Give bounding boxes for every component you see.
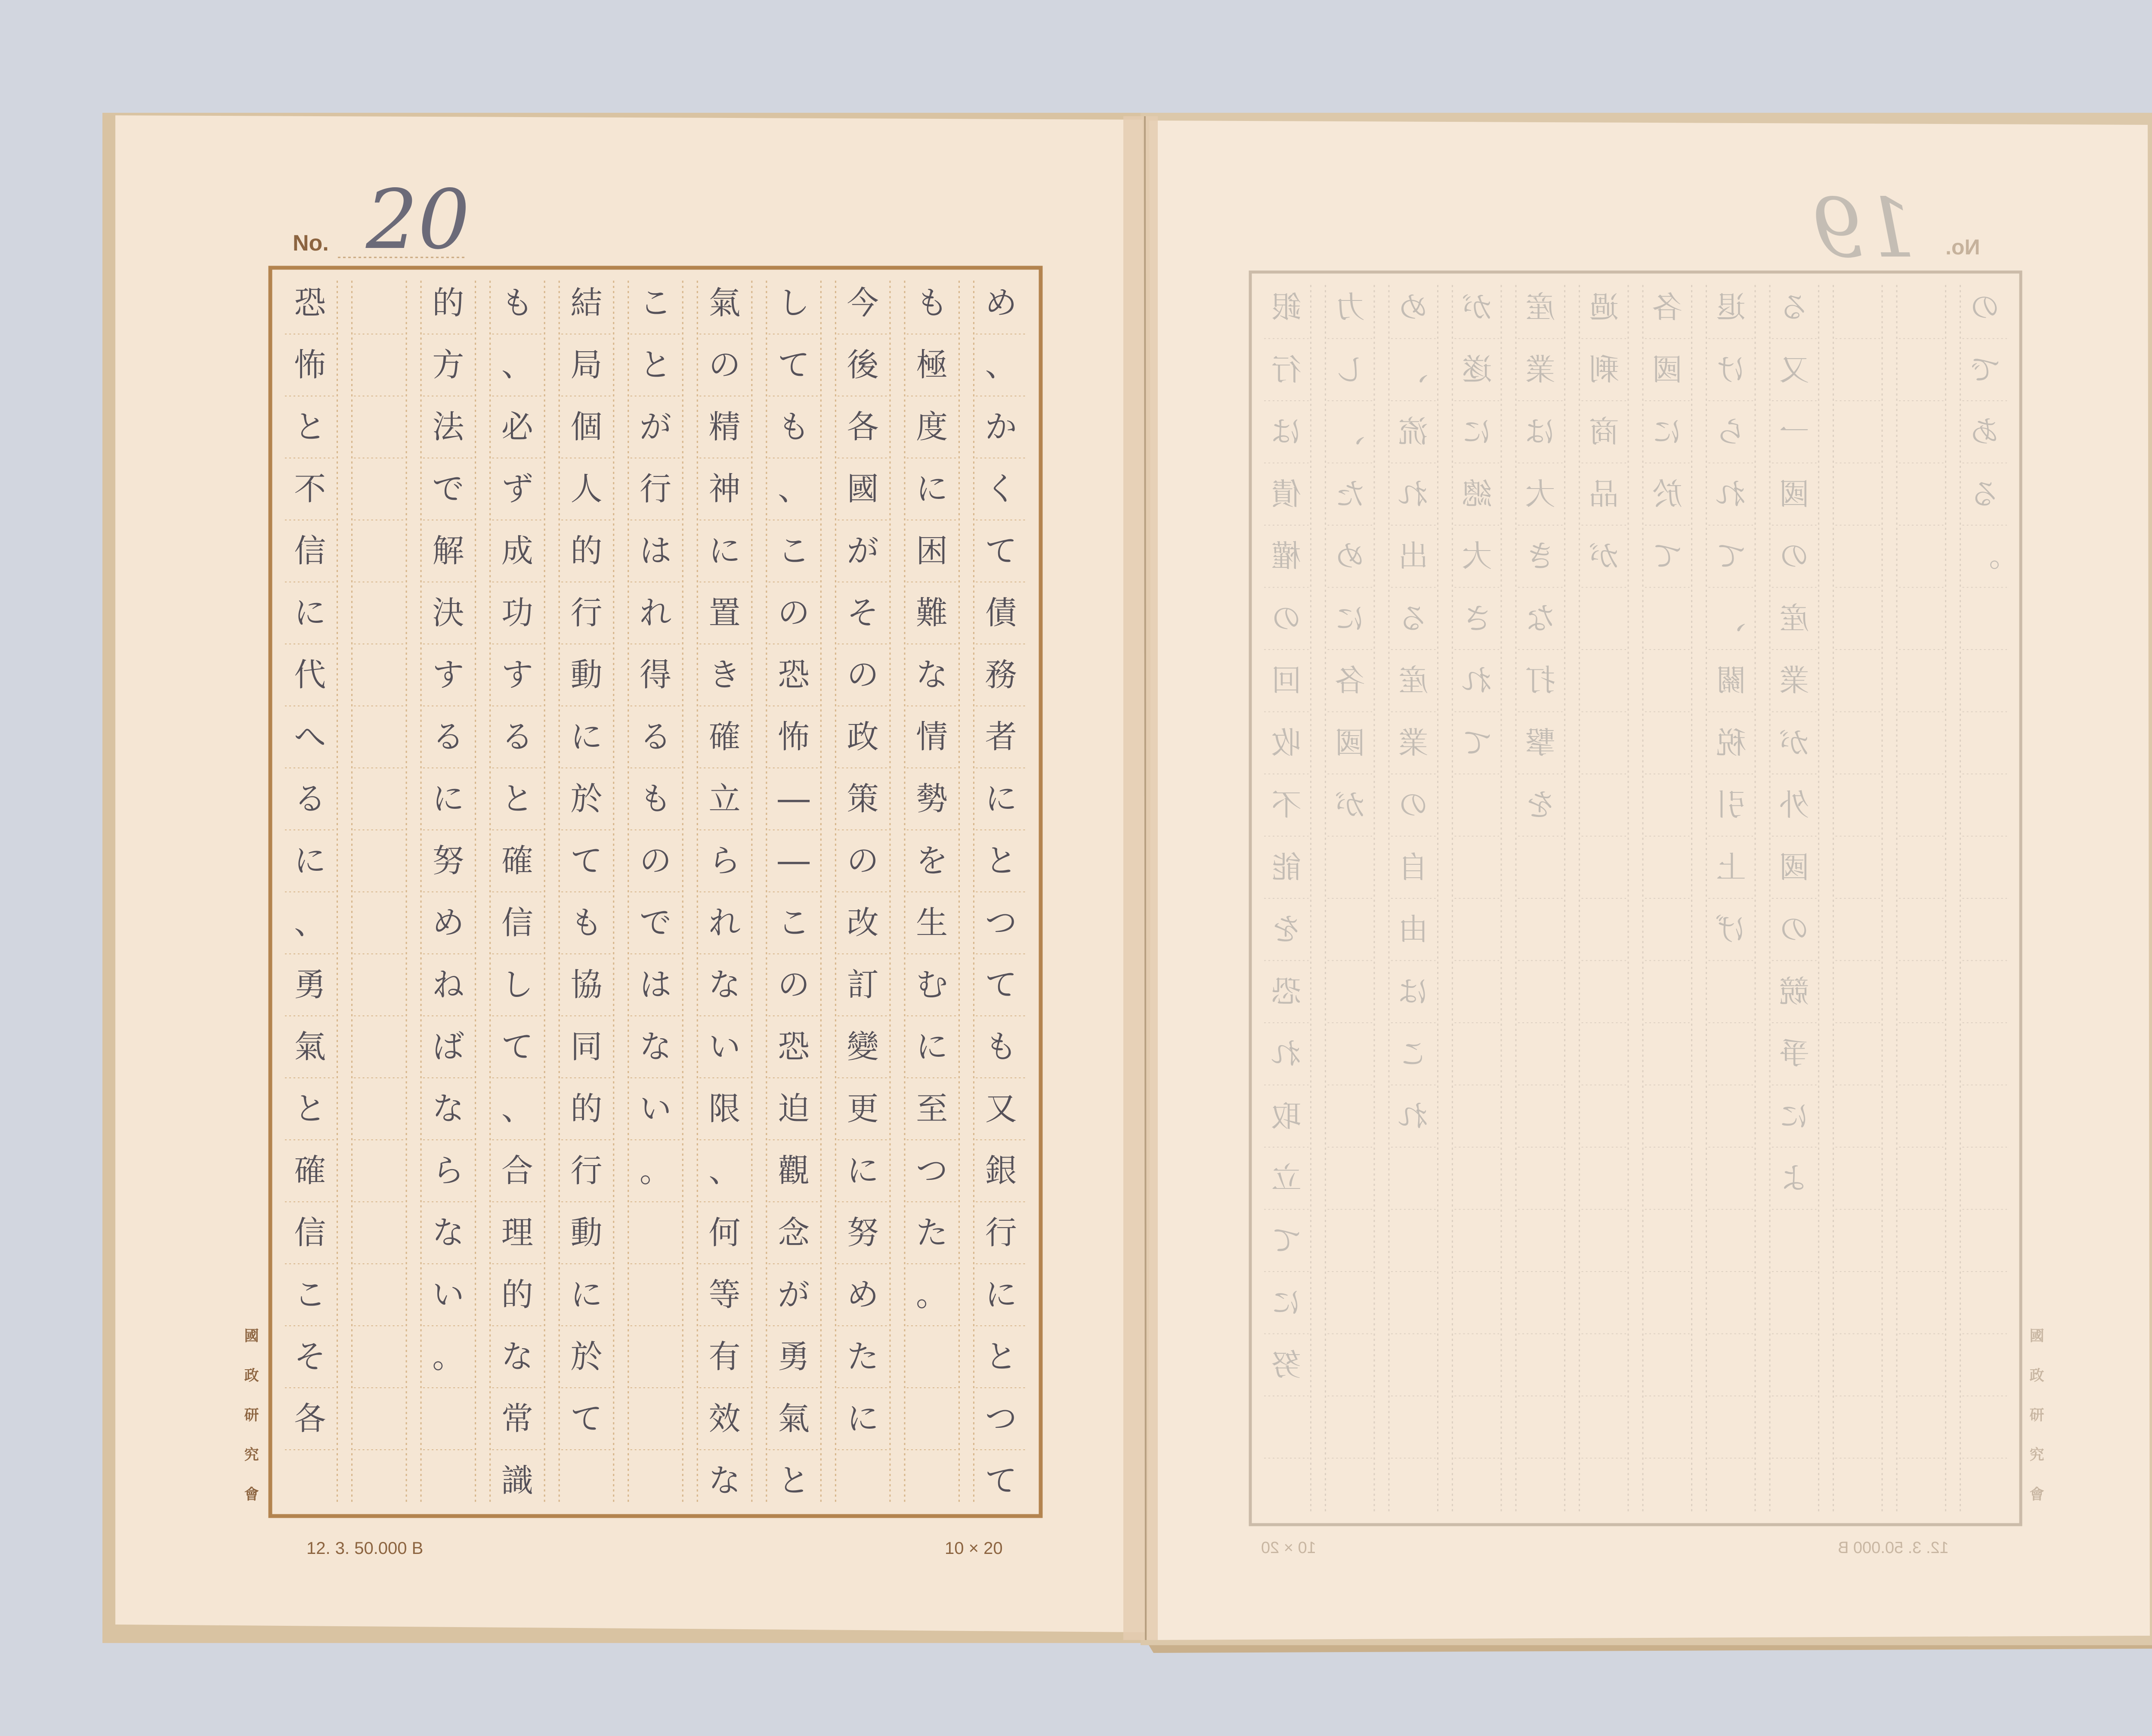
right-grid-char-cell: の (1779, 912, 1809, 947)
left-grid-char-cell: 代 (294, 656, 326, 693)
left-grid-char-cell: 的 (432, 285, 464, 322)
left-grid-char-cell: な (708, 1462, 741, 1499)
left-grid-char-cell: 改 (847, 904, 879, 941)
right-grid-char-cell: る (1398, 600, 1428, 636)
left-grid-char-cell: 怖 (778, 718, 810, 755)
left-grid-char-cell: 限 (708, 1090, 741, 1127)
left-grid-char-cell: に (985, 780, 1017, 817)
right-grid-char-cell: 一 (1779, 414, 1809, 450)
left-grid-char-cell: 生 (916, 904, 948, 941)
right-grid-char-cell: れ (1398, 476, 1428, 512)
left-grid-char-cell: 合 (501, 1152, 533, 1189)
right-grid-char-cell: 流 (1398, 414, 1428, 450)
right-grid-char-cell: 剰 (1589, 352, 1619, 387)
right-grid-char-cell: れ (1462, 663, 1492, 699)
left-grid-char-cell: 有 (708, 1338, 741, 1375)
left-grid-char-cell: 銀 (985, 1152, 1017, 1189)
left-grid-char-cell: 迫 (778, 1090, 810, 1127)
left-grid-char-cell: 識 (501, 1462, 533, 1499)
left-grid-char-cell: 又 (985, 1090, 1017, 1127)
left-grid-char-cell: 同 (570, 1028, 603, 1065)
right-grid-char-cell: あ (1970, 414, 2000, 450)
right-grid-char-cell: 退 (1716, 290, 1746, 325)
left-grid-char-cell: が (778, 1276, 810, 1313)
left-grid-char-cell: 。 (432, 1338, 464, 1375)
left-grid-char-cell: 於 (570, 1338, 603, 1375)
right-grid-char-cell: 業 (1779, 663, 1809, 699)
right-grid-char-cell: 各 (1335, 663, 1365, 699)
left-grid-char-cell: む (916, 966, 948, 1003)
left-grid-char-cell: て (570, 1400, 603, 1437)
right-grid-char-cell: は (1271, 414, 1302, 450)
left-grid-char-cell: 國 (847, 470, 879, 507)
right-grid-char-cell: 自 (1398, 849, 1428, 885)
left-footer-grid-size: 10 × 20 (945, 1539, 1003, 1558)
left-grid-char-cell: て (778, 347, 810, 384)
left-grid-char-cell: に (708, 532, 741, 569)
left-grid-char-cell: に (294, 594, 326, 631)
left-grid-char-cell: 成 (501, 532, 533, 569)
right-footer-print-code-bleed: 12. 3. 50.000 B (1838, 1539, 1949, 1557)
right-grid-char-cell: 不 (1271, 787, 1302, 823)
right-grid-char-cell: 品 (1589, 476, 1619, 512)
right-grid-char-cell: 業 (1398, 725, 1428, 761)
left-grid-char-cell: と (294, 408, 326, 446)
right-grid-char-cell: が (1462, 290, 1492, 325)
left-grid-char-cell: め (985, 285, 1017, 322)
left-grid-char-cell: こ (778, 532, 810, 569)
right-grid-char-cell: 取 (1271, 1098, 1302, 1134)
left-grid-char-cell: こ (294, 1276, 326, 1313)
right-publisher-mark-bleed: 國政研究會 (2027, 1328, 2044, 1526)
left-grid-char-cell: 度 (916, 408, 948, 446)
right-grid-char-cell: な (1525, 600, 1555, 636)
right-page-label-bleed: No. (1945, 235, 1980, 259)
left-grid-char-cell: 信 (294, 1214, 326, 1251)
left-grid-char-cell: を (916, 842, 948, 879)
left-grid-char-cell: 、 (778, 470, 810, 507)
right-grid-char-cell: 債 (1271, 476, 1302, 512)
right-grid-char-cell: 立 (1271, 1160, 1302, 1196)
right-grid-char-cell: 總 (1462, 476, 1492, 512)
right-grid-char-cell: に (1462, 414, 1492, 450)
left-grid-char-cell: 至 (916, 1090, 948, 1127)
left-footer-print-code: 12. 3. 50.000 B (306, 1539, 424, 1558)
left-grid-char-cell: 的 (570, 532, 603, 569)
right-grid-char-cell: ら (1716, 414, 1746, 450)
left-grid-char-cell: 、 (985, 347, 1017, 384)
left-grid-char-cell: し (778, 285, 810, 322)
right-grid-char-cell: て (1652, 538, 1682, 574)
left-grid-char-cell: ら (708, 842, 741, 879)
right-grid-char-cell: 大 (1525, 476, 1555, 512)
left-grid-char-cell: に (847, 1152, 879, 1189)
left-grid-char-cell: 勇 (294, 966, 326, 1003)
left-grid-char-cell: そ (847, 594, 879, 631)
right-grid-char-cell: 出 (1398, 538, 1428, 574)
right-grid-char-cell: 國 (1652, 352, 1682, 387)
left-grid-char-cell: ね (432, 966, 464, 1003)
left-grid-char-cell: と (778, 1462, 810, 1499)
left-page-label: No. (293, 231, 329, 256)
right-grid-char-cell: 關 (1716, 663, 1746, 699)
right-grid-char-cell: 回 (1271, 663, 1302, 699)
left-grid-char-cell: る (501, 718, 533, 755)
left-grid-char-cell: も (639, 780, 671, 817)
right-grid-char-cell: 産 (1398, 663, 1428, 699)
right-grid-char-cell: た (1335, 476, 1365, 512)
left-grid-char-cell: 氣 (708, 285, 741, 322)
left-grid-char-cell: の (708, 347, 741, 384)
right-grid-char-cell: 産 (1525, 290, 1555, 325)
left-grid-char-cell: は (639, 966, 671, 1003)
right-grid-char-cell: 於 (1652, 476, 1682, 512)
left-grid-char-cell: な (639, 1028, 671, 1065)
left-grid-char-cell: し (501, 966, 533, 1003)
left-grid-char-cell: め (847, 1276, 879, 1313)
left-grid-char-cell: と (501, 780, 533, 817)
right-grid-char-cell: 大 (1462, 538, 1492, 574)
right-grid-char-cell: に (1652, 414, 1682, 450)
right-grid-char-cell: 業 (1525, 352, 1555, 387)
left-grid-char-cell: 恐 (294, 285, 326, 322)
left-grid-char-cell: 行 (570, 594, 603, 631)
left-grid-char-cell: 常 (501, 1400, 533, 1437)
left-grid-char-cell: の (847, 842, 879, 879)
right-grid-char-cell: 、 (1716, 600, 1746, 636)
left-grid-char-cell: 決 (432, 594, 464, 631)
left-grid-char-cell: 政 (847, 718, 879, 755)
right-grid-char-cell: 。 (1970, 538, 2000, 574)
gutter-shadow (1123, 116, 1158, 1640)
left-grid-char-cell: 解 (432, 532, 464, 569)
left-grid-char-cell: に (294, 842, 326, 879)
left-grid-char-cell: つ (985, 904, 1017, 941)
left-grid-char-cell: 精 (708, 408, 741, 446)
left-grid-char-cell: 動 (570, 1214, 603, 1251)
left-grid-char-cell: れ (708, 904, 741, 941)
right-grid-char-cell: め (1398, 290, 1428, 325)
left-grid-char-cell: 怖 (294, 347, 326, 384)
left-grid-char-cell: る (432, 718, 464, 755)
right-grid-char-cell: 外 (1779, 787, 1809, 823)
right-grid-char-cell: 、 (1335, 414, 1365, 450)
right-grid-char-cell: が (1335, 787, 1365, 823)
left-grid-char-cell: れ (639, 594, 671, 631)
right-grid-char-cell: 由 (1398, 912, 1428, 947)
right-grid-char-cell: て (1716, 538, 1746, 574)
left-grid-char-cell: な (708, 966, 741, 1003)
right-grid-char-cell: 爭 (1779, 1036, 1809, 1072)
right-grid-char-cell: 國 (1335, 725, 1365, 761)
left-grid-char-cell: 行 (639, 470, 671, 507)
left-grid-char-cell: も (501, 285, 533, 322)
left-grid-char-cell: 人 (570, 470, 603, 507)
right-grid-char-cell: 、 (1398, 352, 1428, 387)
left-page-number-handwritten: 20 (366, 172, 470, 267)
left-grid-char-cell: に (916, 1028, 948, 1065)
left-grid-char-cell: ば (432, 1028, 464, 1065)
right-grid-char-cell: 能 (1271, 849, 1302, 885)
left-grid-char-cell: 債 (985, 594, 1017, 631)
right-grid-char-cell: 恐 (1271, 974, 1302, 1009)
left-grid-char-cell: 氣 (778, 1400, 810, 1437)
left-grid-char-cell: た (847, 1338, 879, 1375)
left-grid-char-cell: 信 (294, 532, 326, 569)
left-grid-char-cell: 恐 (778, 656, 810, 693)
left-grid-char-cell: が (847, 532, 879, 569)
right-grid-char-cell: に (1271, 1285, 1302, 1321)
left-grid-char-cell: な (432, 1214, 464, 1251)
right-grid-char-cell: の (1398, 787, 1428, 823)
left-grid-char-cell: 困 (916, 532, 948, 569)
left-grid-char-cell: 理 (501, 1214, 533, 1251)
right-grid-char-cell: よ (1779, 1160, 1809, 1196)
left-grid-char-cell: と (985, 842, 1017, 879)
left-grid-char-cell: 個 (570, 408, 603, 446)
right-grid-char-cell: れ (1398, 1098, 1428, 1134)
right-grid-char-cell: の (1779, 538, 1809, 574)
left-grid-char-cell: て (985, 532, 1017, 569)
left-grid-char-cell: 信 (501, 904, 533, 941)
left-grid-char-cell: 觀 (778, 1152, 810, 1189)
left-grid-char-cell: て (985, 966, 1017, 1003)
left-grid-char-cell: 不 (294, 470, 326, 507)
left-grid-char-cell: に (847, 1400, 879, 1437)
left-grid-char-cell: 。 (639, 1152, 671, 1189)
right-grid-char-cell: を (1271, 912, 1302, 947)
left-grid-char-cell: 確 (294, 1152, 326, 1189)
left-grid-char-cell: で (639, 904, 671, 941)
right-grid-char-cell: る (1779, 290, 1809, 325)
right-grid-char-cell: 力 (1335, 290, 1365, 325)
left-grid-char-cell: も (778, 408, 810, 446)
left-grid-char-cell: に (916, 470, 948, 507)
left-grid-char-cell: こ (778, 904, 810, 941)
right-grid-char-cell: 過 (1589, 290, 1619, 325)
left-grid-char-cell: 策 (847, 780, 879, 817)
left-grid-char-cell: な (501, 1338, 533, 1375)
left-grid-char-cell: 、 (708, 1152, 741, 1189)
right-grid-char-cell: 又 (1779, 352, 1809, 387)
right-grid-char-cell: し (1335, 352, 1365, 387)
left-grid-char-cell: 努 (847, 1214, 879, 1251)
right-grid-char-cell: 權 (1271, 538, 1302, 574)
left-grid-char-cell: 置 (708, 594, 741, 631)
left-grid-char-cell: て (985, 1462, 1017, 1499)
right-grid-char-cell: れ (1716, 476, 1746, 512)
left-grid-char-cell: に (570, 718, 603, 755)
left-grid-char-cell: い (708, 1028, 741, 1065)
right-grid-char-cell: 國 (1779, 849, 1809, 885)
left-grid-char-cell: と (985, 1338, 1017, 1375)
left-grid-char-cell: 確 (708, 718, 741, 755)
left-grid-char-cell: め (432, 904, 464, 941)
left-grid-char-cell: 者 (985, 718, 1017, 755)
right-grid-char-cell: 引 (1716, 787, 1746, 823)
left-grid-char-cell: 、 (501, 1090, 533, 1127)
left-grid-char-cell: 結 (570, 285, 603, 322)
left-grid-char-cell: と (639, 347, 671, 384)
left-grid-char-cell: 、 (501, 347, 533, 384)
right-grid-char-cell: は (1398, 974, 1428, 1009)
left-grid-char-cell: 神 (708, 470, 741, 507)
left-grid-char-cell: 必 (501, 408, 533, 446)
left-grid-char-cell: 勢 (916, 780, 948, 817)
left-grid-char-cell: 行 (985, 1214, 1017, 1251)
left-grid-char-cell: つ (985, 1400, 1017, 1437)
right-grid-char-cell: を (1525, 787, 1555, 823)
right-grid-char-cell: る (1970, 476, 2000, 512)
right-grid-char-cell: 銀 (1271, 290, 1302, 325)
left-grid-char-cell: に (432, 780, 464, 817)
right-grid-char-cell: は (1525, 414, 1555, 450)
left-grid-char-cell: 方 (432, 347, 464, 384)
right-grid-char-cell: が (1779, 725, 1809, 761)
right-grid-char-cell: 努 (1271, 1347, 1302, 1383)
left-grid-char-cell: る (639, 718, 671, 755)
left-grid-char-cell: つ (916, 1152, 948, 1189)
left-grid-char-cell: 協 (570, 966, 603, 1003)
left-grid-char-cell: ― (778, 780, 810, 817)
right-grid-char-cell: 撃 (1525, 725, 1555, 761)
right-grid-char-cell: 收 (1271, 725, 1302, 761)
right-grid-char-cell: に (1779, 1098, 1809, 1134)
left-grid-char-cell: な (916, 656, 948, 693)
left-grid-char-cell: こ (639, 285, 671, 322)
left-grid-char-cell: 動 (570, 656, 603, 693)
left-grid-char-cell: と (294, 1090, 326, 1127)
left-grid-char-cell: も (570, 904, 603, 941)
left-grid-char-cell: 於 (570, 780, 603, 817)
left-grid-char-cell: ら (432, 1152, 464, 1189)
left-grid-char-cell: で (432, 470, 464, 507)
right-grid-char-cell: 行 (1271, 352, 1302, 387)
left-grid-char-cell: て (570, 842, 603, 879)
left-grid-char-cell: く (985, 470, 1017, 507)
right-grid-char-cell: の (1970, 290, 2000, 325)
right-grid-char-cell: れ (1271, 1036, 1302, 1072)
left-grid-char-cell: 難 (916, 594, 948, 631)
right-grid-char-cell: 商 (1589, 414, 1619, 450)
left-grid-char-cell: 、 (294, 904, 326, 941)
left-grid-char-cell: る (294, 780, 326, 817)
left-grid-char-cell: 法 (432, 408, 464, 446)
left-grid-char-cell: 行 (570, 1152, 603, 1189)
left-grid-char-cell: 確 (501, 842, 533, 879)
left-grid-char-cell: 恐 (778, 1028, 810, 1065)
left-grid-char-cell: か (985, 408, 1017, 446)
right-grid-char-cell: 競 (1779, 974, 1809, 1009)
left-grid-char-cell: 更 (847, 1090, 879, 1127)
left-grid-char-cell: 務 (985, 656, 1017, 693)
right-grid-char-cell: が (1589, 538, 1619, 574)
right-grid-char-cell: 國 (1779, 476, 1809, 512)
right-grid-char-cell: き (1525, 538, 1555, 574)
right-grid-char-cell: げ (1716, 912, 1746, 947)
left-grid-char-cell: た (916, 1214, 948, 1251)
right-grid-char-cell: 税 (1716, 725, 1746, 761)
left-grid-char-cell: す (432, 656, 464, 693)
left-grid-char-cell: 局 (570, 347, 603, 384)
left-grid-char-cell: の (639, 842, 671, 879)
left-grid-char-cell: 念 (778, 1214, 810, 1251)
right-grid-char-cell: さ (1462, 600, 1492, 636)
left-grid-char-cell: ず (501, 470, 533, 507)
left-grid-char-cell: に (985, 1276, 1017, 1313)
left-grid-char-cell: が (639, 408, 671, 446)
left-grid-char-cell: て (501, 1028, 533, 1065)
left-publisher-mark: 國政研究會 (241, 1328, 259, 1526)
left-grid-char-cell: 勇 (778, 1338, 810, 1375)
left-grid-char-cell: 情 (916, 718, 948, 755)
left-grid-char-cell: 各 (847, 408, 879, 446)
right-grid-char-cell: に (1335, 600, 1365, 636)
left-grid-char-cell: の (847, 656, 879, 693)
left-grid-char-cell: そ (294, 1338, 326, 1375)
left-grid-char-cell: も (985, 1028, 1017, 1065)
left-grid-char-cell: な (432, 1090, 464, 1127)
left-grid-char-cell: す (501, 656, 533, 693)
right-grid-char-cell: 遂 (1462, 352, 1492, 387)
left-grid-char-cell: は (639, 532, 671, 569)
left-grid-char-cell: の (778, 966, 810, 1003)
right-grid-char-cell: 産 (1779, 600, 1809, 636)
right-grid-char-cell: て (1271, 1222, 1302, 1258)
gutter-line (1145, 116, 1146, 1640)
right-grid-char-cell: 上 (1716, 849, 1746, 885)
left-grid-char-cell: い (639, 1090, 671, 1127)
right-grid-char-cell: て (1462, 725, 1492, 761)
left-grid-char-cell: 變 (847, 1028, 879, 1065)
left-grid-char-cell: 的 (501, 1276, 533, 1313)
left-grid-char-cell: も (916, 285, 948, 322)
right-footer-grid-size-bleed: 10 × 20 (1261, 1539, 1316, 1557)
left-grid-char-cell: 後 (847, 347, 879, 384)
left-grid-char-cell: 的 (570, 1090, 603, 1127)
left-grid-char-cell: 。 (916, 1276, 948, 1313)
left-grid-char-cell: 極 (916, 347, 948, 384)
right-grid-char-cell: 打 (1525, 663, 1555, 699)
left-grid-char-cell: に (570, 1276, 603, 1313)
left-grid-char-cell: 立 (708, 780, 741, 817)
right-grid-char-cell: け (1716, 352, 1746, 387)
left-grid-char-cell: へ (294, 718, 326, 755)
left-grid-char-cell: 訂 (847, 966, 879, 1003)
left-grid-char-cell: 功 (501, 594, 533, 631)
left-grid-char-cell: 氣 (294, 1028, 326, 1065)
left-grid-char-cell: 各 (294, 1400, 326, 1437)
right-page-number-bleed: 19 (1812, 181, 1916, 276)
left-grid-char-cell: い (432, 1276, 464, 1313)
left-grid-char-cell: 效 (708, 1400, 741, 1437)
left-grid-char-cell: 今 (847, 285, 879, 322)
left-grid-char-cell: き (708, 656, 741, 693)
left-grid-char-cell: 得 (639, 656, 671, 693)
left-grid-char-cell: ― (778, 842, 810, 879)
right-grid-char-cell: こ (1398, 1036, 1428, 1072)
left-grid-char-cell: 等 (708, 1276, 741, 1313)
right-grid-char-cell: の (1271, 600, 1302, 636)
left-grid-char-cell: 何 (708, 1214, 741, 1251)
left-grid-char-cell: の (778, 594, 810, 631)
right-grid-char-cell: で (1970, 352, 2000, 387)
left-grid-char-cell: 努 (432, 842, 464, 879)
right-grid-char-cell: め (1335, 538, 1365, 574)
right-grid-char-cell: 各 (1652, 290, 1682, 325)
